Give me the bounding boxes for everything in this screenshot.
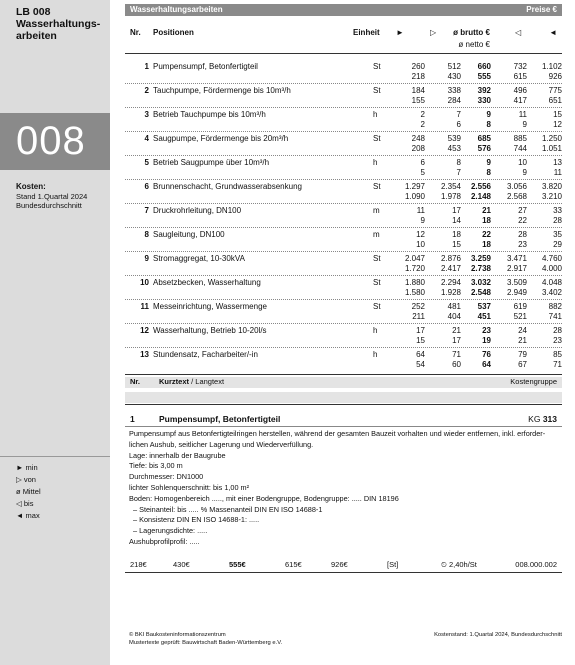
netto-value: 6 (456, 120, 461, 129)
brutto-value: 79 (518, 350, 527, 359)
netto-value: 8 (486, 120, 491, 129)
brutto-value: 8 (456, 158, 461, 167)
brutto-value: 85 (553, 350, 562, 359)
legend-bis: ◁ bis (16, 499, 34, 508)
section-name-line2: arbeiten (16, 30, 57, 42)
brutto-value: 496 (513, 86, 527, 95)
price-unit-label: Preise € (526, 5, 557, 14)
brutto-value: 619 (513, 302, 527, 311)
netto-value: 555 (477, 72, 491, 81)
netto-value: 211 (412, 312, 425, 321)
row-divider (125, 131, 562, 132)
footer-publisher: © BKI Baukosteninformationszentrum (129, 632, 226, 638)
netto-value: 9 (522, 168, 527, 177)
brutto-value: 17 (452, 206, 461, 215)
item-price-max: 926€ (331, 560, 348, 569)
row-number: 2 (144, 86, 149, 95)
netto-value: 926 (548, 72, 562, 81)
col-bis: ◁ (515, 28, 522, 37)
netto-value: 8 (486, 168, 491, 177)
netto-value: 21 (518, 336, 527, 345)
netto-value: 28 (553, 216, 562, 225)
page-title: Wasserhaltungsarbeiten (130, 5, 223, 14)
col-min: ► (396, 28, 404, 37)
description-line: lichen Aushub, seitlicher Lagerung und Wiederverfüllung. (129, 439, 314, 449)
row-position-name: Absetzbecken, Wasserhaltung (153, 278, 261, 287)
row-position-name: Wasserhaltung, Betrieb 10-20l/s (153, 326, 267, 335)
brutto-value: 252 (411, 302, 425, 311)
netto-value: 60 (452, 360, 461, 369)
cost-region: Bundesdurchschnitt (16, 201, 82, 210)
row-unit: St (373, 134, 381, 143)
row-unit: h (373, 110, 378, 119)
netto-value: 1.928 (440, 288, 461, 297)
netto-value: 1.090 (404, 192, 425, 201)
row-divider (125, 275, 562, 276)
netto-value: 453 (447, 144, 461, 153)
netto-value: 7 (456, 168, 461, 177)
description-line: Aushubprofilprofil: ..... (129, 536, 200, 546)
netto-value: 1.051 (541, 144, 562, 153)
row-unit: m (373, 230, 380, 239)
description-line: – Steinanteil: bis ..... % Massenanteil DIN EN ISO 14688-1 (133, 504, 323, 514)
brutto-value: 3.259 (470, 254, 491, 263)
brutto-value: 2.354 (440, 182, 461, 191)
row-unit: St (373, 302, 381, 311)
brutto-value: 33 (553, 206, 562, 215)
row-position-name: Stromaggregat, 10-30kVA (153, 254, 245, 263)
row-divider (125, 203, 562, 204)
netto-value: 2.738 (470, 264, 491, 273)
brutto-value: 17 (416, 326, 425, 335)
brutto-value: 732 (513, 62, 527, 71)
row-divider (125, 347, 562, 348)
sidebar (0, 0, 110, 665)
section-title (16, 6, 108, 42)
netto-value: 29 (553, 240, 562, 249)
row-divider (125, 323, 562, 324)
item-unit: [St] (387, 560, 399, 569)
brutto-value: 21 (482, 206, 491, 215)
row-number: 7 (144, 206, 149, 215)
brutto-value: 28 (553, 326, 562, 335)
brutto-value: 685 (477, 134, 491, 143)
row-unit: h (373, 350, 378, 359)
netto-value: 19 (482, 336, 491, 345)
clock-icon: ⏲ (441, 560, 447, 569)
row-number: 11 (140, 302, 149, 311)
netto-value: 208 (411, 144, 425, 153)
page-header (125, 4, 562, 16)
legend-mittel: ø Mittel (16, 487, 41, 496)
item-price-von: 430€ (173, 560, 190, 569)
netto-value: 521 (513, 312, 527, 321)
netto-value: 1.978 (440, 192, 461, 201)
col-brutto: ø brutto € (453, 28, 490, 37)
brutto-value: 4.048 (541, 278, 562, 287)
brutto-value: 64 (416, 350, 425, 359)
netto-value: 2.548 (470, 288, 491, 297)
lt-nr: Nr. (130, 377, 141, 386)
cost-info (16, 182, 108, 211)
netto-value: 744 (513, 144, 527, 153)
netto-value: 451 (477, 312, 491, 321)
description-line: lichter Sohlenquerschnitt: bis 1,00 m² (129, 482, 250, 492)
netto-value: 417 (513, 96, 527, 105)
row-number: 1 (144, 62, 149, 71)
row-divider (125, 83, 562, 84)
brutto-value: 76 (482, 350, 491, 359)
brutto-value: 35 (553, 230, 562, 239)
legend-min: ► min (16, 463, 38, 472)
table-row (125, 60, 562, 84)
table-row (125, 324, 562, 348)
section-name-line1: Wasserhaltungs- (16, 18, 101, 30)
col-nr: Nr. (130, 28, 141, 37)
netto-value: 3.402 (541, 288, 562, 297)
brutto-value: 9 (486, 110, 491, 119)
netto-value: 23 (518, 240, 527, 249)
netto-value: 71 (553, 360, 562, 369)
brutto-value: 2.047 (404, 254, 425, 263)
footer-cost-date: Kostenstand: 1.Quartal 2024, Bundesdurchschnitt (434, 632, 562, 638)
table-row (125, 204, 562, 228)
row-unit: St (373, 182, 381, 191)
row-position-name: Saugpumpe, Fördermenge bis 20m³/h (153, 134, 289, 143)
netto-value: 2.949 (506, 288, 527, 297)
row-unit: St (373, 62, 381, 71)
item-duration: ⏲ 2,40h/St (441, 560, 477, 569)
item-nr: 1 (130, 414, 135, 424)
price-legend (16, 462, 41, 522)
brutto-value: 18 (452, 230, 461, 239)
netto-value: 2.417 (440, 264, 461, 273)
brutto-value: 1.102 (541, 62, 562, 71)
netto-value: 9 (420, 216, 425, 225)
row-position-name: Pumpensumpf, Betonfertigteil (153, 62, 258, 71)
brutto-value: 338 (447, 86, 461, 95)
description-line: Tiefe: bis 3,00 m (129, 461, 183, 471)
table-row (125, 348, 562, 372)
brutto-value: 2.556 (470, 182, 491, 191)
table-row (125, 84, 562, 108)
table-row (125, 300, 562, 324)
legend-von: ▷ von (16, 475, 36, 484)
netto-value: 15 (452, 240, 461, 249)
description-line: Lage: innerhalb der Baugrube (129, 450, 226, 460)
brutto-value: 6 (420, 158, 425, 167)
brutto-value: 4.760 (541, 254, 562, 263)
table-row (125, 252, 562, 276)
row-unit: m (373, 206, 380, 215)
row-divider (125, 227, 562, 228)
brutto-value: 539 (447, 134, 461, 143)
brutto-value: 2 (420, 110, 425, 119)
brutto-value: 27 (518, 206, 527, 215)
brutto-value: 15 (553, 110, 562, 119)
brutto-value: 11 (416, 206, 425, 215)
brutto-value: 3.056 (506, 182, 527, 191)
brutto-value: 21 (452, 326, 461, 335)
netto-value: 18 (482, 216, 491, 225)
section-big-number: 008 (0, 113, 110, 170)
row-position-name: Brunnenschacht, Grundwasserabsenkung (153, 182, 302, 191)
netto-value: 404 (447, 312, 461, 321)
col-positionen: Positionen (153, 28, 194, 37)
brutto-value: 481 (447, 302, 461, 311)
row-number: 3 (144, 110, 149, 119)
netto-value: 23 (553, 336, 562, 345)
brutto-value: 13 (553, 158, 562, 167)
row-number: 9 (144, 254, 149, 263)
row-unit: h (373, 158, 378, 167)
brutto-value: 2.876 (440, 254, 461, 263)
item-bottom-rule (125, 572, 562, 573)
row-number: 12 (140, 326, 149, 335)
row-divider (125, 179, 562, 180)
netto-value: 67 (518, 360, 527, 369)
row-divider (125, 107, 562, 108)
table-row (125, 156, 562, 180)
row-number: 5 (144, 158, 149, 167)
netto-value: 12 (553, 120, 562, 129)
row-number: 6 (144, 182, 149, 191)
netto-value: 9 (522, 120, 527, 129)
description-line: Pumpensumpf aus Betonfertigteilringen herstellen, während der gesamten Bauzeit vorhalten und wieder entfernen, inkl. erforder- (129, 429, 546, 438)
netto-value: 576 (477, 144, 491, 153)
header-rule (125, 53, 562, 54)
row-position-name: Stundensatz, Facharbeiter/-in (153, 350, 258, 359)
item-price-min: 218€ (130, 560, 147, 569)
netto-value: 10 (416, 240, 425, 249)
netto-value: 22 (518, 216, 527, 225)
item-title-rule (125, 426, 562, 427)
item-description (129, 429, 559, 548)
cost-label: Kosten: (16, 182, 46, 191)
brutto-value: 7 (456, 110, 461, 119)
brutto-value: 2.294 (440, 278, 461, 287)
brutto-value: 512 (447, 62, 461, 71)
cost-date: Stand 1.Quartal 2024 (16, 191, 88, 201)
item-position-number: 008.000.002 (515, 560, 557, 569)
brutto-value: 248 (411, 134, 425, 143)
row-position-name: Tauchpumpe, Fördermenge bis 10m³/h (153, 86, 291, 95)
footer-reviewer: Mustertexte geprüft: Bauwirtschaft Baden-Württemberg e.V. (129, 640, 283, 646)
legend-max: ◄ max (16, 511, 40, 520)
description-line: Boden: Homogenbereich ....., mit einer Bodengruppe, Bodengruppe: ..... DIN 18196 (129, 493, 399, 503)
netto-value: 2.917 (506, 264, 527, 273)
col-max: ◄ (549, 28, 557, 37)
netto-value: 284 (447, 96, 461, 105)
netto-value: 155 (411, 96, 425, 105)
brutto-value: 3.032 (470, 278, 491, 287)
netto-value: 11 (553, 168, 562, 177)
brutto-value: 28 (518, 230, 527, 239)
section-code: LB 008 (16, 6, 51, 18)
table-row (125, 180, 562, 204)
netto-value: 64 (482, 360, 491, 369)
table-row (125, 132, 562, 156)
brutto-value: 9 (486, 158, 491, 167)
lt-kostengruppe: Kostengruppe (510, 377, 557, 386)
brutto-value: 885 (513, 134, 527, 143)
netto-value: 2 (420, 120, 425, 129)
netto-value: 2.568 (506, 192, 527, 201)
brutto-value: 71 (452, 350, 461, 359)
item-price-mittel: 555€ (229, 560, 246, 569)
netto-value: 2.148 (470, 192, 491, 201)
brutto-value: 882 (548, 302, 562, 311)
row-number: 13 (140, 350, 149, 359)
brutto-value: 392 (477, 86, 491, 95)
netto-value: 1.720 (404, 264, 425, 273)
brutto-value: 10 (518, 158, 527, 167)
row-number: 8 (144, 230, 149, 239)
brutto-value: 537 (477, 302, 491, 311)
price-table (125, 60, 562, 372)
brutto-value: 3.471 (506, 254, 527, 263)
row-unit: St (373, 278, 381, 287)
row-divider (125, 251, 562, 252)
sidebar-divider (0, 456, 110, 457)
brutto-value: 24 (518, 326, 527, 335)
brutto-value: 11 (518, 110, 527, 119)
netto-value: 5 (420, 168, 425, 177)
longtext-bottom-rule (125, 404, 562, 405)
brutto-value: 3.820 (541, 182, 562, 191)
item-price-bis: 615€ (285, 560, 302, 569)
longtext-subheader-bar (125, 392, 562, 403)
col-von: ▷ (430, 28, 437, 37)
table-row (125, 108, 562, 132)
row-position-name: Messeinrichtung, Wassermenge (153, 302, 267, 311)
netto-value: 3.210 (541, 192, 562, 201)
brutto-value: 12 (416, 230, 425, 239)
row-position-name: Saugleitung, DN100 (153, 230, 225, 239)
row-divider (125, 155, 562, 156)
row-divider (125, 299, 562, 300)
netto-value: 4.000 (541, 264, 562, 273)
brutto-value: 775 (548, 86, 562, 95)
brutto-value: 22 (482, 230, 491, 239)
col-einheit: Einheit (353, 28, 380, 37)
description-line: – Konsistenz DIN EN ISO 14688-1: ..... (133, 515, 260, 525)
netto-value: 430 (447, 72, 461, 81)
brutto-value: 660 (477, 62, 491, 71)
brutto-value: 260 (411, 62, 425, 71)
netto-value: 218 (411, 72, 425, 81)
brutto-value: 184 (411, 86, 425, 95)
row-position-name: Betrieb Tauchpumpe bis 10m³/h (153, 110, 266, 119)
netto-value: 15 (416, 336, 425, 345)
netto-value: 14 (452, 216, 461, 225)
brutto-value: 1.250 (541, 134, 562, 143)
table-header (125, 26, 562, 54)
netto-value: 651 (548, 96, 562, 105)
item-name: Pumpensumpf, Betonfertigteil (159, 414, 281, 424)
brutto-value: 3.509 (506, 278, 527, 287)
table-row (125, 276, 562, 300)
table-row (125, 228, 562, 252)
netto-value: 615 (513, 72, 527, 81)
lt-kurztext: Kurztext / Langtext (159, 377, 225, 386)
netto-value: 330 (477, 96, 491, 105)
row-unit: h (373, 326, 378, 335)
netto-value: 17 (452, 336, 461, 345)
netto-value: 54 (416, 360, 425, 369)
row-position-name: Betrieb Saugpumpe über 10m³/h (153, 158, 270, 167)
row-number: 10 (140, 278, 149, 287)
brutto-value: 1.297 (404, 182, 425, 191)
netto-value: 741 (548, 312, 562, 321)
brutto-value: 1.880 (404, 278, 425, 287)
item-kg: KG 313 (528, 414, 557, 424)
col-netto: ø netto € (458, 40, 490, 49)
netto-value: 18 (482, 240, 491, 249)
row-position-name: Druckrohrleitung, DN100 (153, 206, 242, 215)
brutto-value: 23 (482, 326, 491, 335)
netto-value: 1.580 (404, 288, 425, 297)
row-unit: St (373, 86, 381, 95)
longtext-top-rule (125, 374, 562, 375)
row-number: 4 (144, 134, 149, 143)
description-line: – Lagerungsdichte: ..... (133, 526, 208, 536)
row-unit: St (373, 254, 381, 263)
description-line: Durchmesser: DN1000 (129, 472, 204, 482)
